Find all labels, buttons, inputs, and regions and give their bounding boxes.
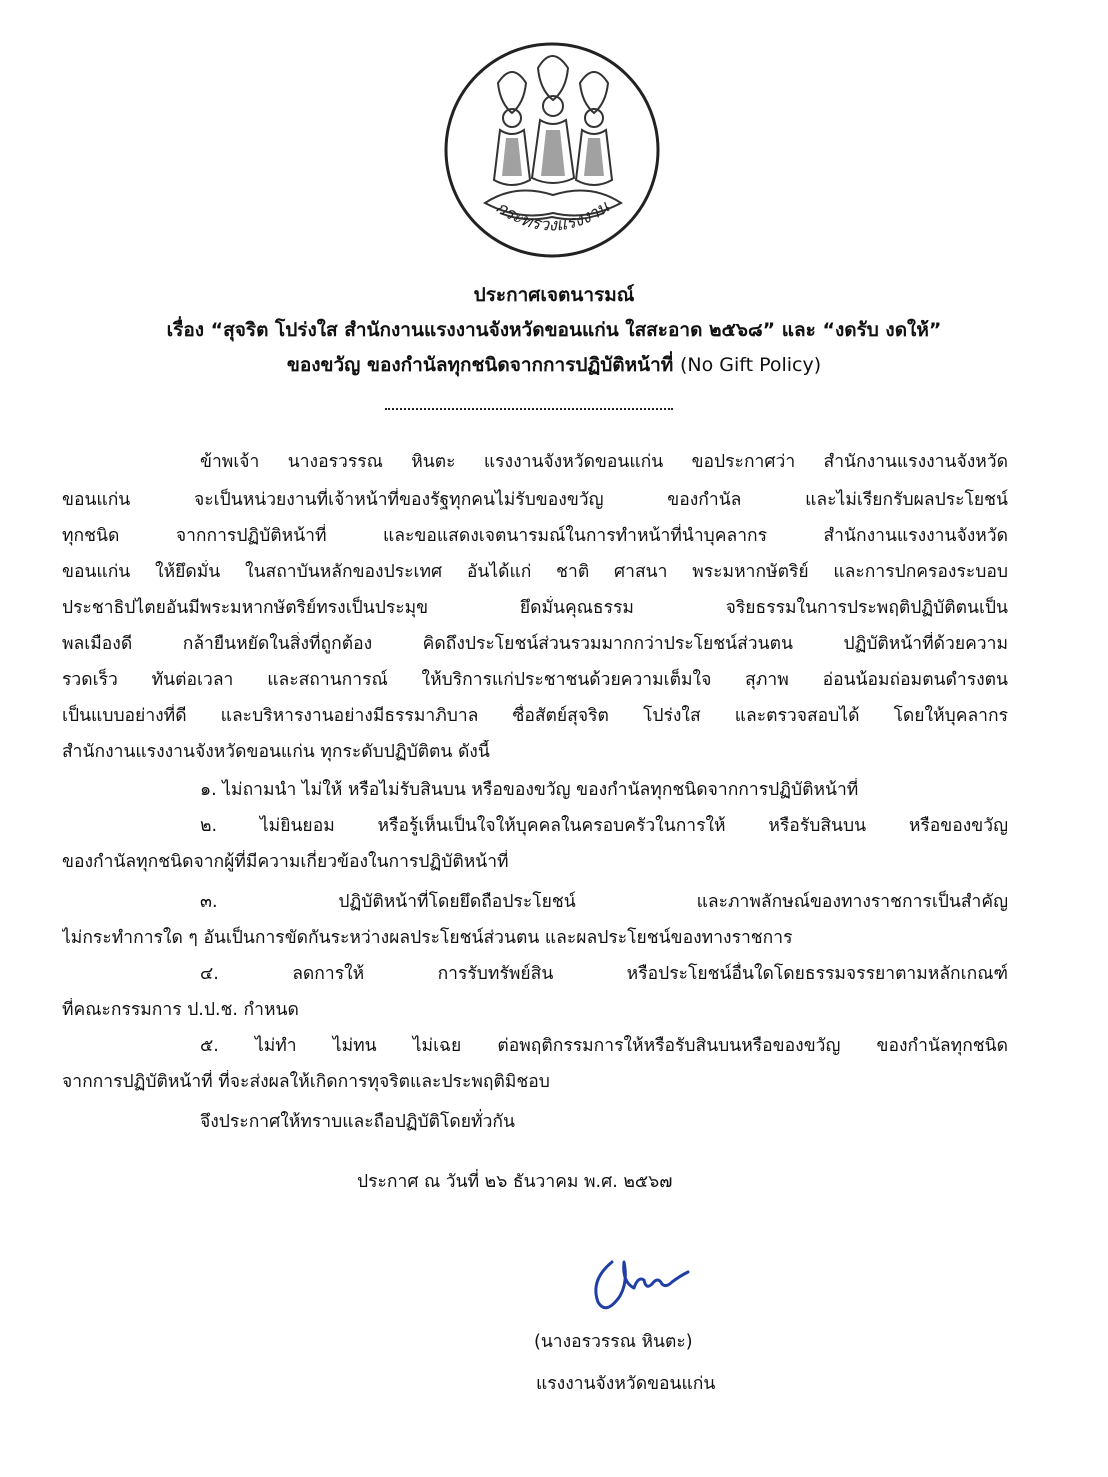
paragraph-line: พลเมืองดี กล้ายืนหยัดในสิ่งที่ถูกต้อง คิดถึงประโยชน์ส่วนรวมมากกว่าประโยชน์ส่วนตน ปฏิบัติหน้าที่ด้วยความ (62, 634, 1008, 654)
announcement-subject: เรื่อง “สุจริต โปร่งใส สำนักงานแรงงานจังหวัดขอนแก่น ใสสะอาด ๒๕๖๘” และ “งดรับ งดให้” (166, 319, 942, 341)
signer-title: แรงงานจังหวัดขอนแก่น (536, 1374, 716, 1394)
handwritten-signature (584, 1240, 694, 1320)
closing-statement: จึงประกาศให้ทราบและถือปฏิบัติโดยทั่วกัน (200, 1112, 515, 1132)
signer-name: (นางอรวรรณ หินตะ) (534, 1332, 693, 1352)
paragraph-line: เป็นแบบอย่างที่ดี และบริหารงานอย่างมีธรรมาภิบาล ซื่อสัตย์สุจริต โปร่งใส และตรวจสอบได้ โดยให้บุคลากร (62, 706, 1008, 726)
announcement-date: ประกาศ ณ วันที่ ๒๖ ธันวาคม พ.ศ. ๒๕๖๗ (357, 1172, 673, 1192)
list-item-2-continued: ของกำนัลทุกชนิดจากผู้ที่มีความเกี่ยวข้องในการปฏิบัติหน้าที่ (62, 852, 509, 872)
subject-thai: ของขวัญ ของกำนัลทุกชนิดจากการปฏิบัติหน้าที่ (286, 354, 674, 376)
list-item-3-continued: ไม่กระทำการใด ๆ อันเป็นการขัดกันระหว่างผลประโยชน์ส่วนตน และผลประโยชน์ของทางราชการ (62, 928, 793, 948)
list-item-5-continued: จากการปฏิบัติหน้าที่ ที่จะส่งผลให้เกิดการทุจริตและประพฤติมิชอบ (62, 1072, 550, 1092)
paragraph-line: ขอนแก่น จะเป็นหน่วยงานที่เจ้าหน้าที่ของรัฐทุกคนไม่รับของขวัญ ของกำนัล และไม่เรียกรับผลประโยชน์ (62, 490, 1008, 510)
list-item-5: ๕. ไม่ทำ ไม่ทน ไม่เฉย ต่อพฤติกรรมการให้หรือรับสินบนหรือของขวัญ ของกำนัลทุกชนิด (200, 1036, 1008, 1056)
seal-text: กระทรวงแรงงาน (491, 197, 613, 236)
svg-text:กระทรวงแรงงาน (492, 197, 613, 236)
subject-english: (No Gift Policy) (679, 354, 822, 376)
list-item-4: ๔. ลดการให้ การรับทรัพย์สิน หรือประโยชน์อื่นใดโดยธรรมจรรยาตามหลักเกณฑ์ (200, 964, 1008, 984)
announcement-subject-continued (100, 353, 1008, 377)
announcement-title: ประกาศเจตนารมณ์ (473, 284, 635, 306)
paragraph-line: สำนักงานแรงงานจังหวัดขอนแก่น ทุกระดับปฏิบัติตน ดังนี้ (62, 742, 490, 762)
paragraph-line: ขอนแก่น ให้ยึดมั่น ในสถาบันหลักของประเทศ อันได้แก่ ชาติ ศาสนา พระมหากษัตริย์ และการปกครองระบอบ (62, 562, 1008, 582)
list-item-4-continued: ที่คณะกรรมการ ป.ป.ช. กำหนด (62, 1000, 299, 1020)
list-item-2: ๒. ไม่ยินยอม หรือรู้เห็นเป็นใจให้บุคคลในครอบครัวในการให้ หรือรับสินบน หรือของขวัญ (200, 816, 1008, 836)
paragraph-line: รวดเร็ว ทันต่อเวลา และสถานการณ์ ให้บริการแก่ประชาชนด้วยความเต็มใจ สุภาพ อ่อนน้อมถ่อมตนดำรงตน (62, 670, 1008, 690)
paragraph-line: ประชาธิปไตยอันมีพระมหากษัตริย์ทรงเป็นประมุข ยึดมั่นคุณธรรม จริยธรรมในการประพฤติปฏิบัติตนเป็น (62, 598, 1008, 618)
list-item-3: ๓. ปฏิบัติหน้าที่โดยยึดถือประโยชน์ และภาพลักษณ์ของทางราชการเป็นสำคัญ (200, 892, 1008, 912)
ministry-of-labour-seal-icon (440, 38, 665, 263)
dotted-separator (385, 402, 673, 410)
paragraph-line: ทุกชนิด จากการปฏิบัติหน้าที่ และขอแสดงเจตนารมณ์ในการทำหน้าที่นำบุคลากร สำนักงานแรงงานจังหวัด (62, 526, 1008, 546)
list-item-1: ๑. ไม่ถามนำ ไม่ให้ หรือไม่รับสินบน หรือของขวัญ ของกำนัลทุกชนิดจากการปฏิบัติหน้าที่ (200, 780, 859, 800)
paragraph-line: ข้าพเจ้า นางอรวรรณ หินตะ แรงงานจังหวัดขอนแก่น ขอประกาศว่า สำนักงานแรงงานจังหวัด (200, 452, 1008, 472)
